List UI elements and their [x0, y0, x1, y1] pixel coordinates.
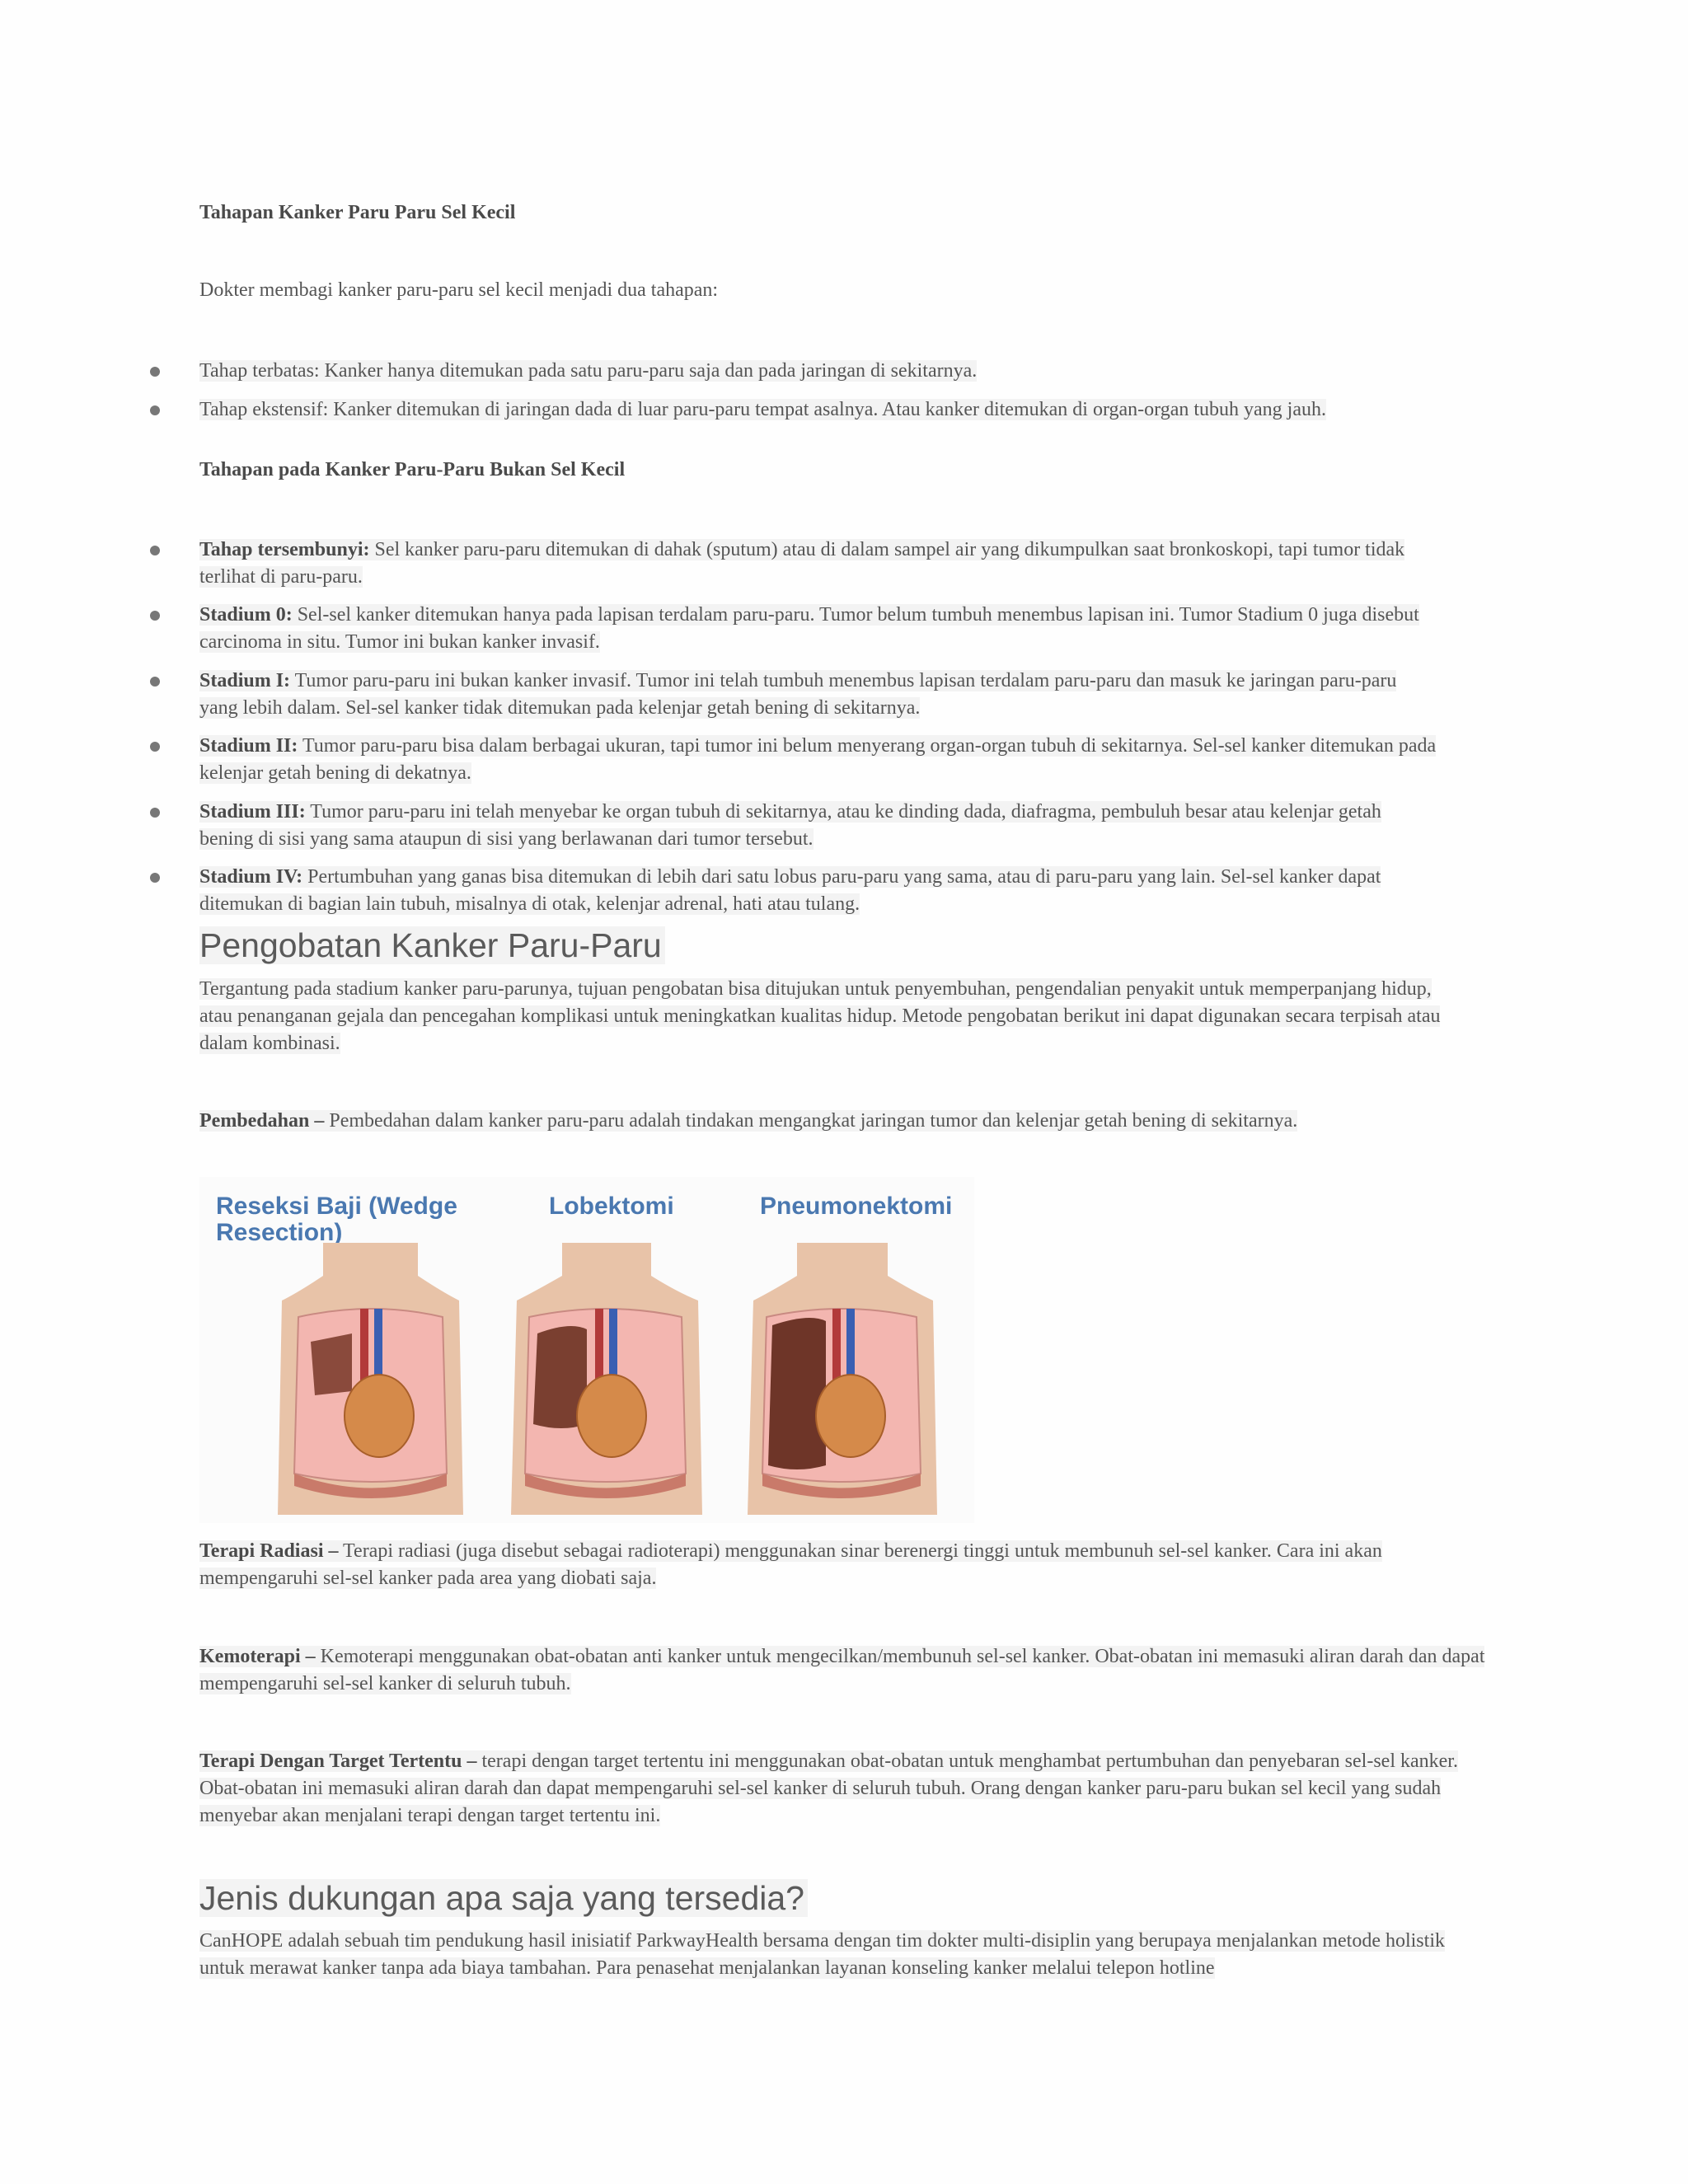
- heading-non-small-cell-stages: Tahapan pada Kanker Paru-Paru Bukan Sel Kecil: [199, 459, 626, 480]
- lung-surgery-figure: [199, 1177, 974, 1523]
- list-item-stage: Stadium IV: Pertumbuhan yang ganas bisa ditemukan di lebih dari satu lobus paru-paru yang sama, atau di paru-paru yang lain. Sel-sel kanker dapat ditemukan di bagian lain tubuh, misalnya di otak, kelenjar adrenal, hati atau tulang.: [199, 866, 1381, 915]
- bullet-icon: [150, 742, 160, 752]
- caption-wedge-resection: Reseksi Baji (Wedge Resection): [216, 1193, 457, 1246]
- bullet-icon: [150, 677, 160, 687]
- list-item-extensive-stage: Tahap ekstensif: Kanker ditemukan di jaringan dada di luar paru-paru tempat asalnya. Atau kanker ditemukan di organ-organ tubuh yang jauh.: [199, 399, 1327, 420]
- caption-pneumonectomy: Pneumonektomi: [760, 1193, 953, 1220]
- radiation-paragraph: Terapi Radiasi – Terapi radiasi (juga disebut sebagai radioterapi) menggunakan sinar berenergi tinggi untuk membunuh sel-sel kanker. Cara ini akan mempengaruhi sel-sel kanker pada area yang diobati saja.: [199, 1540, 1382, 1589]
- list-item-stage: Stadium 0: Sel-sel kanker ditemukan hanya pada lapisan terdalam paru-paru. Tumor belum tumbuh menembus lapisan ini. Tumor Stadium 0 juga disebut carcinoma in situ. Tumor ini bukan kanker invasif.: [199, 604, 1419, 653]
- heading-treatment: Pengobatan Kanker Paru-Paru: [199, 925, 665, 966]
- torso-lobectomy-illustration: [511, 1243, 702, 1515]
- heading-support: Jenis dukungan apa saja yang tersedia?: [199, 1877, 808, 1919]
- chemotherapy-paragraph: Kemoterapi – Kemoterapi menggunakan obat-obatan anti kanker untuk mengecilkan/membunuh sel-sel kanker. Obat-obatan ini memasuki aliran darah dan dapat mempengaruhi sel-sel kanker di seluruh tubuh.: [199, 1646, 1485, 1694]
- surgery-paragraph: Pembedahan – Pembedahan dalam kanker paru-paru adalah tindakan mengangkat jaringan tumor dan kelenjar getah bening di sekitarnya.: [199, 1110, 1298, 1132]
- bullet-icon: [150, 808, 160, 818]
- intro-small-cell: Dokter membagi kanker paru-paru sel kecil menjadi dua tahapan:: [199, 279, 719, 301]
- torso-wedge-illustration: [278, 1243, 463, 1515]
- support-paragraph: CanHOPE adalah sebuah tim pendukung hasil inisiatif ParkwayHealth bersama dengan tim dokter multi-disiplin yang berupaya menjalankan metode holistik untuk merawat kanker tanpa ada biaya tambahan. Para penasehat menjalankan layanan konseling kanker melalui telepon hotline: [199, 1930, 1445, 1979]
- list-item-stage: Tahap tersembunyi: Sel kanker paru-paru ditemukan di dahak (sputum) atau di dalam sampel air yang dikumpulkan saat bronkoskopi, tapi tumor tidak terlihat di paru-paru.: [199, 539, 1405, 588]
- list-item-stage: Stadium III: Tumor paru-paru ini telah menyebar ke organ tubuh di sekitarnya, atau ke dinding dada, diafragma, pembuluh besar atau kelenjar getah bening di sisi yang sama ataupun di sisi yang berlawanan dari tumor tersebut.: [199, 801, 1381, 850]
- heading-small-cell-stages: Tahapan Kanker Paru Paru Sel Kecil: [199, 202, 516, 223]
- torso-pneumonectomy-illustration: [748, 1243, 937, 1515]
- targeted-therapy-paragraph: Terapi Dengan Target Tertentu – terapi dengan target tertentu ini menggunakan obat-obatan untuk menghambat pertumbuhan dan penyebaran sel-sel kanker. Obat-obatan ini memasuki aliran darah dan dapat mempengaruhi sel-sel kanker di seluruh tubuh. Orang dengan kanker paru-paru bukan sel kecil yang sudah menyebar akan menjalani terapi dengan target tertentu ini.: [199, 1750, 1458, 1826]
- list-item-stage: Stadium II: Tumor paru-paru bisa dalam berbagai ukuran, tapi tumor ini belum menyerang organ-organ tubuh di sekitarnya. Sel-sel kanker ditemukan pada kelenjar getah bening di dekatnya.: [199, 735, 1437, 784]
- list-item-stage: Stadium I: Tumor paru-paru ini bukan kanker invasif. Tumor ini telah tumbuh menembus lapisan terdalam paru-paru dan masuk ke jaringan paru-paru yang lebih dalam. Sel-sel kanker tidak ditemukan pada kelenjar getah bening di sekitarnya.: [199, 670, 1397, 719]
- torso-illustrations: [199, 1177, 974, 1523]
- treatment-intro: Tergantung pada stadium kanker paru-parunya, tujuan pengobatan bisa ditujukan untuk penyembuhan, pengendalian penyakit untuk memperpanjang hidup, atau penanganan gejala dan pencegahan komplikasi untuk meningkatkan kualitas hidup. Metode pengobatan berikut ini dapat digunakan secara terpisah atau dalam kombinasi.: [199, 978, 1441, 1054]
- caption-lobectomy: Lobektomi: [549, 1193, 674, 1220]
- bullet-icon: [150, 405, 160, 415]
- bullet-icon: [150, 611, 160, 621]
- bullet-icon: [150, 873, 160, 883]
- list-item-limited-stage: Tahap terbatas: Kanker hanya ditemukan pada satu paru-paru saja dan pada jaringan di sekitarnya.: [199, 360, 978, 382]
- bullet-icon: [150, 546, 160, 555]
- bullet-icon: [150, 367, 160, 377]
